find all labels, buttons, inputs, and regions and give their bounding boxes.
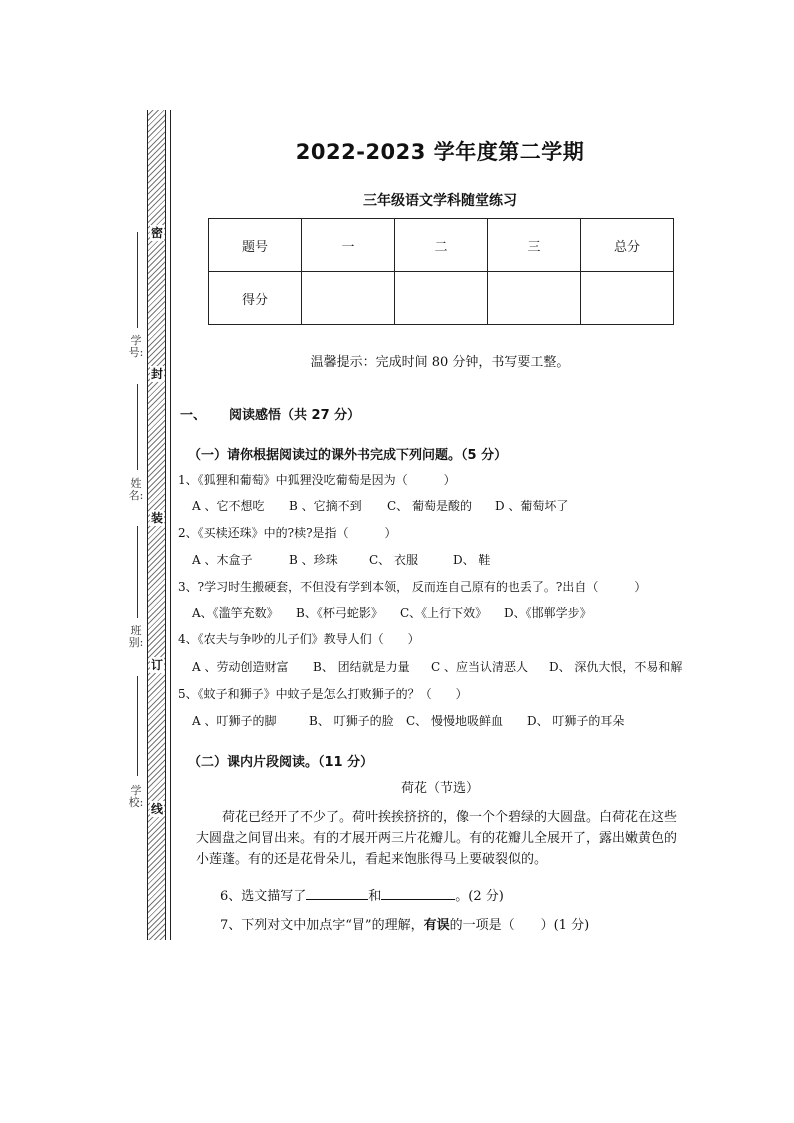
page-subtitle: 三年级语文学科随堂练习 xyxy=(363,193,517,209)
option: D、 鞋 xyxy=(453,553,491,567)
question-7-prefix: 7、下列对文中加点字“冒”的理解， xyxy=(220,918,424,933)
score-table-column: 一 xyxy=(302,219,395,272)
question-1-options xyxy=(192,497,568,514)
option: A 、叮狮子的脚 xyxy=(192,714,277,728)
option: C、 葡萄是酸的 xyxy=(387,499,472,513)
section1-number: 一、 xyxy=(180,408,207,423)
section1-title: 阅读感悟（共 27 分） xyxy=(229,408,361,423)
exam-tip: 温馨提示：完成时间 80 分钟，书写要工整。 xyxy=(310,355,570,370)
option: A 、它不想吃 xyxy=(192,499,265,513)
score-table-column: 三 xyxy=(488,219,581,272)
passage-line-2: 大圆盘之间冒出来。有的才展开两三片花瓣儿。有的花瓣儿全展开了，露出嫩黄色的 xyxy=(196,831,678,846)
score-cell xyxy=(581,272,674,325)
score-cell xyxy=(488,272,581,325)
binding-line-left xyxy=(147,110,148,940)
option: B 、它摘不到 xyxy=(289,499,362,513)
option: B、 叮狮子的脸 xyxy=(309,714,394,728)
question-7-emphasis: 有误 xyxy=(423,918,450,933)
name-line xyxy=(137,384,138,470)
name-label: 姓名: xyxy=(128,477,144,502)
binding-line-right xyxy=(170,110,171,940)
seal-char-zhuang: 装 xyxy=(150,511,163,525)
question-4-options xyxy=(192,658,682,675)
score-table-column: 二 xyxy=(395,219,488,272)
option: C、《上行下效》 xyxy=(400,606,488,620)
question-2-options xyxy=(192,551,490,568)
class-label: 班别: xyxy=(128,624,144,649)
option: B 、珍珠 xyxy=(289,553,338,567)
question-4: 4、《农夫与争吵的儿子们》教导人们（ ） xyxy=(178,632,420,646)
answer-blank-2[interactable] xyxy=(381,888,455,900)
score-cell xyxy=(395,272,488,325)
passage-title: 荷花（节选） xyxy=(400,781,479,796)
option: D 、葡萄坏了 xyxy=(495,499,569,513)
part2-title: （二）课内片段阅读。（11 分） xyxy=(188,755,374,770)
option: A 、劳动创造财富 xyxy=(192,660,289,674)
question-2: 2、《买椟还珠》中的?椟?是指（ ） xyxy=(178,526,397,540)
question-5-options xyxy=(192,712,624,729)
option: D、 叮狮子的耳朵 xyxy=(527,714,625,728)
question-6 xyxy=(220,885,504,904)
student-no-label: 学号: xyxy=(128,334,144,359)
seal-char-xian: 线 xyxy=(150,802,163,816)
option: C 、应当认清恶人 xyxy=(431,660,528,674)
school-line xyxy=(137,676,138,776)
seal-char-mi: 密 xyxy=(150,226,163,240)
option: B、 团结就是力量 xyxy=(313,660,410,674)
option: C、 慢慢地吸鲜血 xyxy=(406,714,503,728)
option: A、《滥竽充数》 xyxy=(192,606,279,620)
score-table-header: 得分 xyxy=(209,272,302,325)
question-6-middle: 和 xyxy=(368,889,382,904)
class-line xyxy=(137,526,138,618)
question-3-options xyxy=(192,604,592,621)
question-1: 1、《狐狸和葡萄》中狐狸没吃葡萄是因为（ ） xyxy=(178,473,456,487)
question-7 xyxy=(220,914,589,933)
question-7-suffix: 的一项是（ ）(1 分) xyxy=(449,918,590,933)
score-table-column: 总分 xyxy=(581,219,674,272)
question-5: 5、《蚊子和狮子》中蚊子是怎么打败狮子的？（ ） xyxy=(178,687,468,701)
option: D、《邯郸学步》 xyxy=(504,606,592,620)
seal-char-ding: 订 xyxy=(150,658,163,672)
question-3: 3、?学习时生搬硬套，不但没有学到本领， 反而连自己原有的也丢了。?出自（ ） xyxy=(178,580,647,594)
part1-title: （一）请你根据阅读过的课外书完成下列问题。（5 分） xyxy=(188,448,508,463)
passage-line-1: 荷花已经开了不少了。荷叶挨挨挤挤的，像一个个碧绿的大圆盘。白荷花在这些 xyxy=(222,810,678,825)
option: B、《杯弓蛇影》 xyxy=(296,606,383,620)
option: D、 深仇大恨，不易和解 xyxy=(549,660,683,674)
score-table xyxy=(208,218,674,325)
student-no-line xyxy=(137,232,138,328)
option: A 、木盒子 xyxy=(192,553,253,567)
seal-char-feng: 封 xyxy=(150,367,163,381)
page-title: 2022-2023 学年度第二学期 xyxy=(295,140,585,164)
score-table-row xyxy=(209,272,674,325)
score-table-header: 题号 xyxy=(209,219,302,272)
school-label: 学校: xyxy=(128,784,144,809)
score-cell xyxy=(302,272,395,325)
question-6-suffix: 。(2 分) xyxy=(455,889,504,904)
score-table-row xyxy=(209,219,674,272)
option: C、 衣服 xyxy=(369,553,418,567)
passage-line-3: 小莲蓬。有的还是花骨朵儿，看起来饱胀得马上要破裂似的。 xyxy=(196,852,548,867)
binding-line-mid xyxy=(165,110,166,940)
question-6-prefix: 6、选文描写了 xyxy=(220,889,307,904)
answer-blank-1[interactable] xyxy=(306,888,368,900)
